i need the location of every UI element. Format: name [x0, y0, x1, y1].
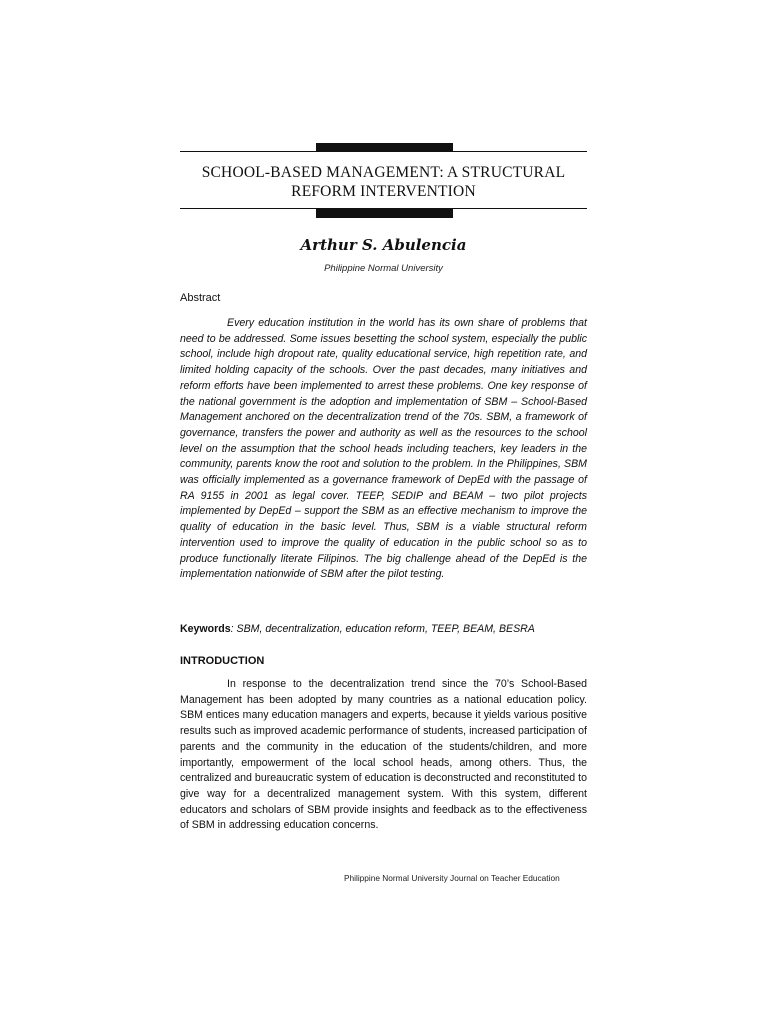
title-line-2: REFORM INTERVENTION [291, 183, 476, 200]
paper-title [180, 163, 587, 201]
abstract-heading: Abstract [180, 292, 221, 304]
title-bottom-bar [316, 209, 453, 218]
abstract-text: Every education institution in the world has its own share of problems that need to be addressed. Some issues besetting the school system, especially the public school, include high dropout rate, quality educational service, high repetition rate, and limited holding capacity of the schools. Over the past decades, many initiatives and reform efforts have been implemented to arrest these problems. One key response of the national government is the adoption and implementation of SBM – School-Based Management anchored on the decentralization trend of the 70s. SBM, a framework of governance, transfers the power and authority as well as the resources to the school level on the assumption that the school heads including teachers, key leaders in the community, parents know the root and solution to the problem. In the Philippines, SBM was officially implemented as a governance framework of DepEd with the passage of RA 9155 in 2001 as legal cover. TEEP, SEDIP and BEAM – two pilot projects implemented by DepEd – support the SBM as an effective mechanism to improve the quality of education in the basic level. Thus, SBM is a viable structural reform intervention used to improve the quality of education in the public school so as to produce functionally literate Filipinos. The big challenge ahead of the DepEd is the implementation nationwide of SBM after the pilot testing. [180, 317, 587, 581]
keywords-label: Keywords [180, 623, 231, 635]
introduction-heading: INTRODUCTION [180, 655, 265, 667]
journal-footer: Philippine Normal University Journal on Teacher Education [344, 873, 560, 883]
keywords-values: : SBM, decentralization, education reform, TEEP, BEAM, BESRA [230, 623, 535, 635]
author-name: Arthur S. Abulencia [300, 236, 467, 254]
author-affiliation: Philippine Normal University [324, 263, 443, 274]
introduction-text: In response to the decentralization trend since the 70’s School-Based Management has been adopted by many countries as a national education policy. SBM entices many education managers and experts, because it yields various positive results such as improved academic performance of students, increased participation of parents and the community in the education of the students/children, and more importantly, empowerment of the local school heads, among others. Thus, the centralized and bureaucratic system of education is deconstructed and reconstituted to give way for a decentralized management system. With this system, different educators and scholars of SBM provide insights and feedback as to the effectiveness of SBM in addressing education concerns. [180, 678, 587, 832]
title-line-1: SCHOOL-BASED MANAGEMENT: A STRUCTURAL [201, 164, 566, 181]
keywords-line [180, 623, 587, 635]
title-top-rule [180, 151, 587, 152]
